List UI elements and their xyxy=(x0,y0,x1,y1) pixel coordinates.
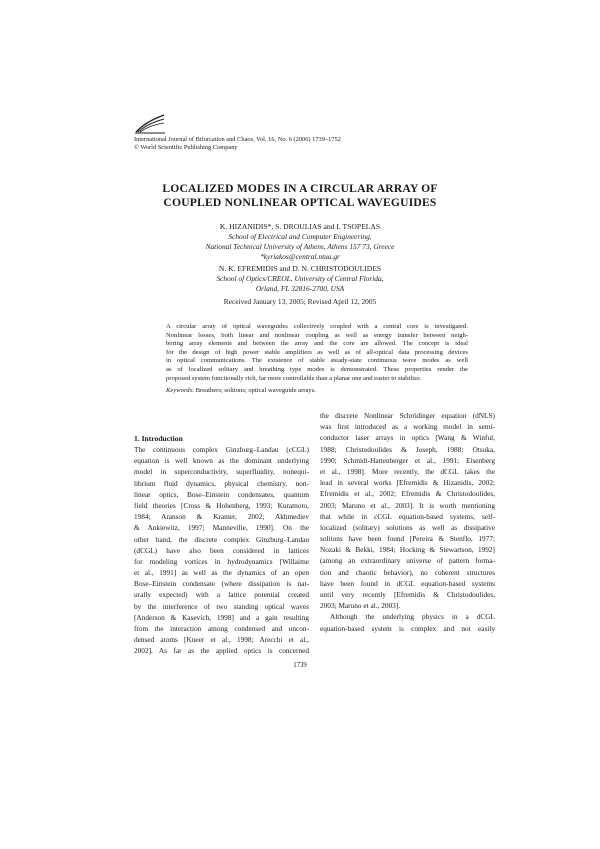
paper-title-line-2: COUPLED NONLINEAR OPTICAL WAVEGUIDES xyxy=(163,196,437,209)
affiliation-1-line-1: School of Electrical and Computer Engineering, xyxy=(228,232,372,241)
paper-title-line-1: LOCALIZED MODES IN A CIRCULAR ARRAY OF xyxy=(162,182,438,195)
body-line: 1990; Schmidt-Hattenberger et al., 1991; Eisenberg xyxy=(320,455,495,465)
body-line: 2003; Maruno et al., 2003]. It is worth mentioning xyxy=(320,500,495,510)
body-line: densed atoms [Kneer et al., 1998; Arecchi et al., xyxy=(134,635,309,645)
body-line: 2002]. As far as the applied optics is concerned xyxy=(134,646,309,656)
body-line: et al., 1991] as well as the dynamics of an open xyxy=(134,568,309,578)
keywords xyxy=(166,387,316,394)
body-line: until very recently [Efremidis & Christodoulides, xyxy=(320,590,495,599)
body-line: field theories [Cross & Hohenberg, 1993; Kuramoto, xyxy=(134,500,309,510)
abstract-line: A circular array of optical waveguides collectively coupled with a central core is investigated. xyxy=(166,323,468,330)
body-line: from the interaction among condensed and uncon- xyxy=(134,624,309,633)
abstract xyxy=(166,323,468,383)
body-line: & Ankiewitz, 1997; Manneville, 1990]. On the xyxy=(134,523,309,533)
body-line: urally expected) with a lattice potential created xyxy=(134,590,309,600)
body-line: other hand, the discrete complex Ginzburg–Landau xyxy=(134,534,309,544)
body-line: by the interference of two standing optical waves xyxy=(134,601,309,611)
journal-citation: International Journal of Bifurcation and Chaos, Vol. 16, No. 6 (2006) 1739–1752 xyxy=(134,136,341,143)
body-line: solitons have been found [Pereira & Stenflo, 1977; xyxy=(320,534,495,544)
section-heading: 1. Introduction xyxy=(134,434,183,443)
body-line: equation is well known as the dominant underlying xyxy=(134,456,309,466)
publisher-copyright: © World Scientific Publishing Company xyxy=(134,144,238,151)
abstract-line: in optical communications. The existence of stable steady-state continuous wave modes as well xyxy=(166,357,468,365)
author-names-2: N. K. EFREMIDIS and D. N. CHRISTODOULIDES xyxy=(218,264,382,273)
publisher-logo xyxy=(134,112,166,134)
body-line: was first introduced as a working model in semi- xyxy=(320,422,495,432)
affiliation-2-line-1: School of Optics/CREOL, University of Central Florida, xyxy=(216,274,384,283)
page-number: 1739 xyxy=(293,662,307,669)
body-line: tion and chaotic behavior), no coherent structures xyxy=(320,567,495,577)
body-line: Although the underlying physics in a dCGL xyxy=(330,612,495,622)
author-names-1: K. HIZANIDIS*, S. DROULIAS and I. TSOPELAS xyxy=(219,222,381,231)
body-line: lead in several works [Efremidis & Hizanidis, 2002; xyxy=(320,478,495,488)
keywords-label: Keywords xyxy=(166,387,193,394)
body-line: et al., 1998]. More recently, the dCGL takes the xyxy=(320,466,495,476)
body-line: equation-based system is complex and not easily xyxy=(320,623,495,633)
affiliation-1-line-2: National Technical University of Athens, Athens 157 73, Greece xyxy=(205,242,395,251)
abstract-line: for the design of high power stable amplifiers as well as of all-optical data processing devices xyxy=(166,348,468,356)
body-line: [Anderson & Kasevich, 1998] and a gain resulting xyxy=(134,612,309,622)
body-line: librium fluid dynamics, physical chemistry, non- xyxy=(134,478,309,488)
body-line: 2003; Maruno et al., 2003]. xyxy=(320,601,401,611)
body-line: 1988; Christodoulides & Joseph, 1988; Otsuka, xyxy=(320,444,495,454)
right-column xyxy=(320,410,495,634)
affiliation-2-line-2: Orland, FL 32816-2700, USA xyxy=(255,284,345,293)
body-line: the discrete Nonlinear Schrödinger equation (dNLS) xyxy=(320,411,495,420)
keywords-text: : Breathers; solitons; optical waveguide arrays. xyxy=(192,387,316,394)
abstract-line: as of localized solitary and breathing type modes is demonstrated. These properties render the xyxy=(166,365,468,373)
body-line: Bose–Einstein condensate (where dissipation is nat- xyxy=(134,579,309,589)
body-line: linear optics, Bose–Einstein condensates, quantum xyxy=(134,489,309,499)
body-line: conductor laser arrays in optics [Wang & Winful, xyxy=(320,433,495,443)
abstract-line: boring array elements and between the array and the core are allowed. The concept is ideal xyxy=(166,340,468,348)
body-line: (dCGL) have also been considered in lattices xyxy=(134,545,309,555)
body-line: The continuous complex Ginzburg–Landau (cCGL) xyxy=(134,445,309,454)
body-line: 1984; Aranson & Kramer, 2002; Akhmediev xyxy=(134,512,309,522)
body-line: Efremidis et al., 2002; Efremidis & Christodoulides, xyxy=(320,489,495,499)
abstract-line: Nonlinear losses, both linear and nonlinear coupling as well as energy transfer between neigh- xyxy=(166,331,468,339)
received-dates: Received January 13, 2005; Revised April 12, 2005 xyxy=(223,297,377,306)
body-line: Nozaki & Bekki, 1984; Hocking & Stewartson, 1992] xyxy=(320,545,495,555)
body-line: that while in cCGL equation-based systems, self- xyxy=(320,511,495,521)
author-email: *kyriakos@central.ntua.gr xyxy=(260,252,340,261)
body-line: have been found in dCGL equation-based systems xyxy=(320,578,495,588)
left-column xyxy=(134,444,309,657)
body-line: for modeling vortices in hydrodynamics [Willaime xyxy=(134,556,309,566)
body-line: localized (solitary) solutions as well as dissipative xyxy=(320,522,495,532)
body-line: model in superconductivity, superfluidity, nonequi- xyxy=(134,467,309,477)
body-line: (among an extraordinary universe of pattern forma- xyxy=(320,556,495,566)
abstract-line: proposed system functionally rich, far more controllable than a planar one and easier to stabilize. xyxy=(166,374,422,382)
